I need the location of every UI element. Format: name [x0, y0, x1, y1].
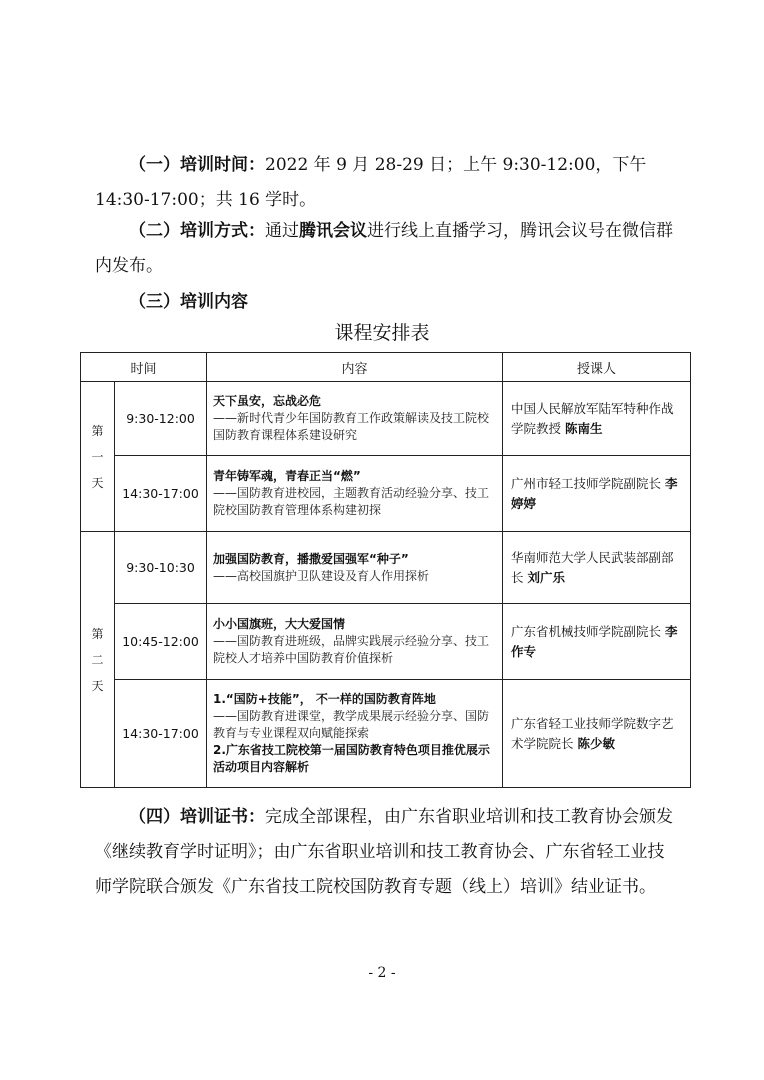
training-content-label: （三）培训内容 [129, 292, 248, 312]
day-one-cell [81, 382, 115, 532]
training-method-paragraph [95, 214, 675, 284]
day-two-cell [81, 532, 115, 788]
schedule-table [80, 352, 691, 788]
training-method-label: （二）培训方式： [129, 221, 265, 241]
schedule-table-title: 课程安排表 [334, 322, 430, 344]
time-cell: 14:30-17:00 [115, 680, 207, 788]
teacher-title: 广东省机械技师学院副院长 [511, 623, 662, 639]
training-method-text-b: 进行线上直播学习，腾讯会议号在微信群内发布。 [95, 221, 673, 276]
tencent-meeting-highlight: 腾讯会议 [299, 221, 367, 241]
course-title: 青年铸军魂，青春正当“燃” [213, 469, 361, 483]
time-cell: 10:45-12:00 [115, 604, 207, 680]
table-row [81, 532, 691, 604]
content-cell [207, 456, 503, 532]
teacher-cell [503, 604, 691, 680]
table-row [81, 456, 691, 532]
header-teacher: 授课人 [503, 353, 691, 382]
teacher-cell [503, 456, 691, 532]
course-subtitle: ——高校国旗护卫队建设及育人作用探析 [213, 568, 430, 583]
content-cell [207, 532, 503, 604]
teacher-title: 广州市轻工技师学院副院长 [511, 475, 662, 491]
course-title: 加强国防教育，播撒爱国强军“种子” [213, 551, 409, 566]
teacher-name: 李婷婷 [511, 475, 678, 511]
table-row [81, 604, 691, 680]
table-header-row [81, 353, 691, 382]
course-title: 小小国旗班，大大爱国情 [213, 617, 346, 631]
course-title: 1.“国防+技能”， 不一样的国防教育阵地 [213, 692, 436, 706]
content-cell [207, 680, 503, 788]
teacher-cell [503, 680, 691, 788]
teacher-title: 华南师范大学人民武装部副部长 [511, 549, 674, 585]
table-row [81, 680, 691, 788]
certificate-paragraph [95, 800, 675, 905]
time-cell: 9:30-10:30 [115, 532, 207, 604]
day-char: 二 [91, 652, 104, 667]
course-subtitle: ——新时代青少年国防教育工作政策解读及技工院校国防教育课程体系建设研究 [213, 411, 490, 442]
teacher-name: 陈少敏 [577, 735, 616, 751]
teacher-name: 李作专 [511, 623, 678, 659]
day-char: 第 [91, 423, 104, 438]
header-content: 内容 [207, 353, 503, 382]
content-cell [207, 604, 503, 680]
course-subtitle: ——国防教育进校园，主题教育活动经验分享、技工院校国防教育管理体系构建初探 [213, 486, 490, 517]
day-char: 第 [91, 626, 104, 641]
teacher-cell [503, 532, 691, 604]
day-char: 天 [91, 475, 104, 490]
teacher-name: 刘广乐 [527, 569, 566, 585]
teacher-name: 陈南生 [565, 420, 603, 436]
course-title: 天下虽安，忘战必危 [213, 394, 322, 408]
certificate-text: 完成全部课程，由广东省职业培训和技工教育协会颁发《继续教育学时证明》；由广东省职业培训和技工教育协会、广东省轻工业技师学院联合颁发《广东省技工院校国防教育专题（线上）培训》结业证书。 [95, 807, 673, 897]
teacher-cell [503, 382, 691, 456]
table-row [81, 382, 691, 456]
header-time: 时间 [81, 353, 207, 382]
course-subtitle: ——国防教育进课堂，教学成果展示经验分享、国防教育与专业课程双向赋能探索 [213, 709, 490, 740]
teacher-title: 中国人民解放军陆军特种作战学院教授 [511, 400, 674, 436]
day-char: 一 [91, 449, 104, 464]
training-time-label: （一）培训时间： [129, 155, 265, 175]
training-time-paragraph [95, 148, 675, 218]
teacher-title: 广东省轻工业技师学院数字艺术学院院长 [511, 715, 674, 751]
training-content-heading [95, 285, 675, 320]
content-cell [207, 382, 503, 456]
certificate-label: （四）培训证书： [129, 807, 265, 827]
time-cell: 14:30-17:00 [115, 456, 207, 532]
page-number: - 2 - [368, 965, 396, 981]
course-subtitle: ——国防教育进班级，品牌实践展示经验分享、技工院校人才培养中国防教育价值探析 [213, 634, 490, 665]
day-char: 天 [91, 678, 104, 693]
training-method-text-a: 通过 [265, 221, 299, 241]
time-cell: 9:30-12:00 [115, 382, 207, 456]
course-title-2: 2.广东省技工院校第一届国防教育特色项目推优展示活动项目内容解析 [213, 743, 490, 774]
training-time-text: 2022 年 9 月 28-29 日；上午 9:30-12:00，下午 14:30-17:00；共 16 学时。 [95, 155, 647, 210]
